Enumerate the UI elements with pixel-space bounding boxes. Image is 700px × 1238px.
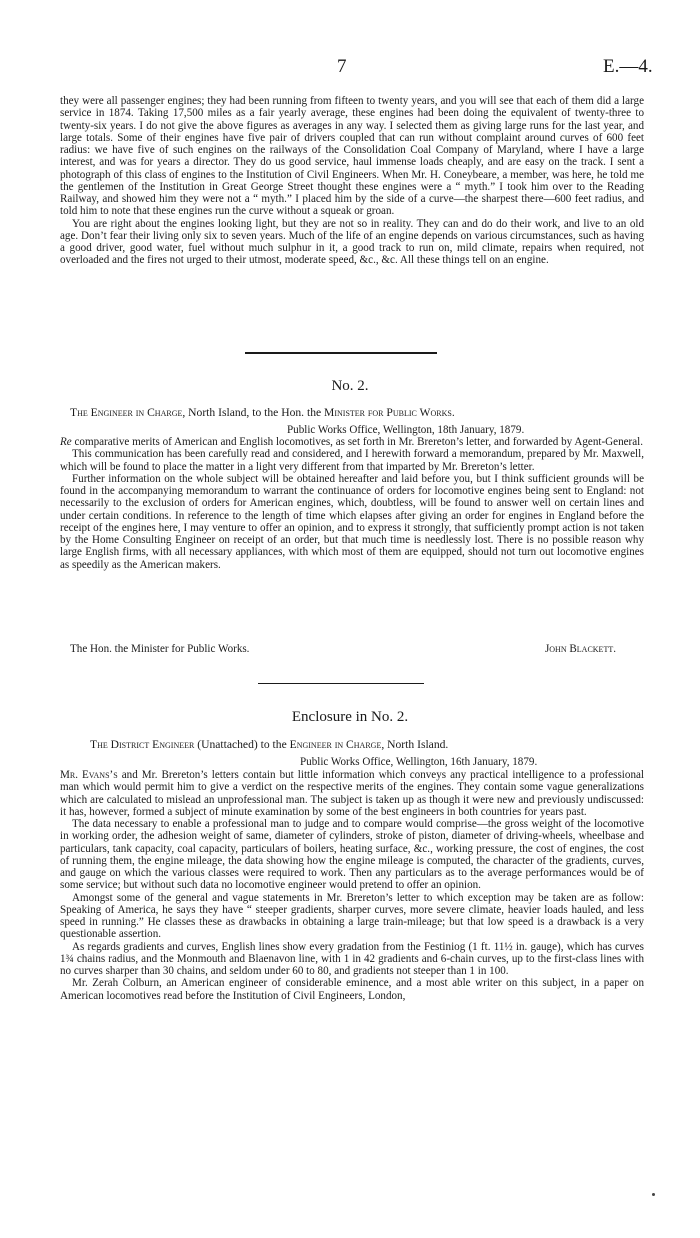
no2-paragraph-2: Further information on the whole subject will be obtained hereafter and laid before you, but I think sufficient grounds will be found in the accompanying memorandum to warrant the continuance of orders for locomotive engines being sent to England: not necessarily to the exclusion of orders for American engines, which, doubtless, will be found to answer well on certain lines and under certain conditions. In reference to the length of time which elapses after giving an order for engines in England before the receipt of the engines here, I may venture to offer an opinion, and to express it strongly, that sufficiently prompt action is not taken by the Home Consulting Engineer on receipt of an order, but that much time is needlessly lost. There is no possible reason why large English firms, with all necessary appliances, with which most of them are equipped, should not turn out locomotive engines as speedily as the American makers. xyxy=(60,472,644,571)
enclosure-paragraph-5: Mr. Zerah Colburn, an American engineer of considerable eminence, and a most able writer on this subject, in a paper on American locomotives read before the Institution of Civil Engineers, London, xyxy=(60,977,644,1002)
no2-re-text: comparative merits of American and English locomotives, as set forth in Mr. Brereton’s letter, and forwarded by Agent-General. xyxy=(71,436,644,448)
enclosure-place-date: Public Works Office, Wellington, 16th January, 1879. xyxy=(300,756,538,768)
no2-to: Minister for Public Works xyxy=(324,406,452,419)
page-number: 7 xyxy=(337,56,347,77)
no2-heading: No. 2. xyxy=(331,378,369,394)
no2-from-rest: , North Island, to the Hon. the xyxy=(182,406,325,419)
enclosure-from-rest: (Unattached) to the xyxy=(194,738,290,751)
enclosure-lead-names: Mr. Evans’s xyxy=(60,769,118,781)
enclosure-address-line xyxy=(90,738,448,751)
no2-place-date: Public Works Office, Wellington, 18th January, 1879. xyxy=(287,424,525,436)
intro-paragraph-2: You are right about the engines looking light, but they are not so in reality. They can and do do their work, and live to an old age. Don’t fear their living only six to seven years. Much of the life of an engine depends on various circumstances, such as having a good driver, good water, fuel without much sulphur in it, a good track to run on, mild climate, repairs when required, not overloaded and the fires not urged to their utmost, moderate speed, &c., &c. All these things tell on an engine. xyxy=(60,217,644,267)
no2-address-line xyxy=(70,406,455,419)
enclosure-paragraph-1-text: and Mr. Brereton’s letters contain but little information which conveys any practical intelligence to a professional man which would permit him to give a verdict on the respective merits of the engines. They contain some vague generalizations which are calculated to mislead an unprofessional man. The subject is taken up as though it were new and previously undiscussed: it has, however, formed a subject of minute examination by some of the best engineers in both countries for years past. xyxy=(60,769,644,818)
document-reference: E.—4. xyxy=(603,56,653,77)
enclosure-heading: Enclosure in No. 2. xyxy=(291,709,409,725)
enclosure-paragraph-2: The data necessary to enable a professional man to judge and to compare would comprise—the gross weight of the locomotive in working order, the adhesion weight of same, diameter of cylinders, stroke of piston, diameter of driving-wheels, wheelbase and particulars, tank capacity, coal capacity, particulars of boilers, heating surface, &c., working pressure, the cost of engines, the cost of running them, the engine mileage, the data showing how the engine mileage is computed, the character of the gradients, curves, and gauge on which the various classes were required to work. Then any particulars as to the average performances would be of some service; but without such data no locomotive engineer would pretend to offer an opinion. xyxy=(60,818,644,892)
enclosure-paragraph-1 xyxy=(60,769,644,818)
no2-to-end: . xyxy=(451,406,455,419)
enclosure-paragraph-3: Amongst some of the general and vague statements in Mr. Brereton’s letter to which exception may be taken are as follow: Speaking of America, he says they have “ steeper gradients, sharper curves, more severe climate, heavier loads hauled, and less speed in running.” He classes these as drawbacks in obtaining a large train-mileage; but that low speed is a drawback is a very questionable assertion. xyxy=(60,891,644,941)
no2-from: The Engineer in Charge xyxy=(70,406,183,419)
no2-body xyxy=(60,436,644,571)
enclosure-from: The District Engineer xyxy=(90,738,195,751)
intro-paragraph-1: they were all passenger engines; they had been running from fifteen to twenty years, and you will see that each of them did a large service in 1874. Taking 17,500 miles as a fair yearly average, these engines had been doing the equivalent of twenty-three to twenty-six years. I do not give the above figures as averages in any way. I selected them as giving large runs for the last year, and large totals. Some of their engines have five pair of drivers coupled that can run without complaint around curves of 600 feet radius: we have five of such engines on the railways of the Consolidation Coal Company of Maryland, where I have a large interest, and was for years a director. They do us good service, haul immense loads cheaply, and are easy on the track. I sent a photograph of this class of engines to the Institution of Civil Engineers. When Mr. H. Coneybeare, a member, was here, he told me the gentlemen of the Institution in Great George Street thought these engines were a “ myth.” I took him over to the Reading Railway, and showed him they were not a “ myth.” I placed him by the side of a curve—the sharpest there—600 feet radius, and told him to note that these engines run the curve without a squeak or groan. xyxy=(60,95,644,218)
intro-section xyxy=(60,95,644,267)
enclosure-body xyxy=(60,769,644,1002)
no2-re-label: Re xyxy=(60,436,72,448)
enclosure-to-end: , North Island. xyxy=(381,738,449,751)
enclosure-paragraph-4: As regards gradients and curves, English lines show every gradation from the Festiniog (1 ft. 11½ in. gauge), which has curves 1¾ chains radius, and the Monmouth and Blaenavon line, with 1 in 42 gradients and 6-chain curves, up to the first-class lines with no curves sharper than 30 chains, and seldom under 60 to 80, and gradients not steeper than 1 in 100. xyxy=(60,940,644,977)
no2-signature: John Blackett. xyxy=(544,643,616,655)
print-speck xyxy=(652,1193,655,1196)
no2-re-paragraph xyxy=(60,436,644,448)
enclosure-to: Engineer in Charge xyxy=(289,738,382,751)
section-divider xyxy=(245,352,437,354)
enclosure-divider xyxy=(258,683,424,684)
no2-addressee: The Hon. the Minister for Public Works. xyxy=(70,643,250,655)
no2-paragraph-1: This communication has been carefully read and considered, and I herewith forward a memorandum, prepared by Mr. Maxwell, which will be found to place the matter in a light very different from that imparted by Mr. Brereton’s letter. xyxy=(60,448,644,473)
